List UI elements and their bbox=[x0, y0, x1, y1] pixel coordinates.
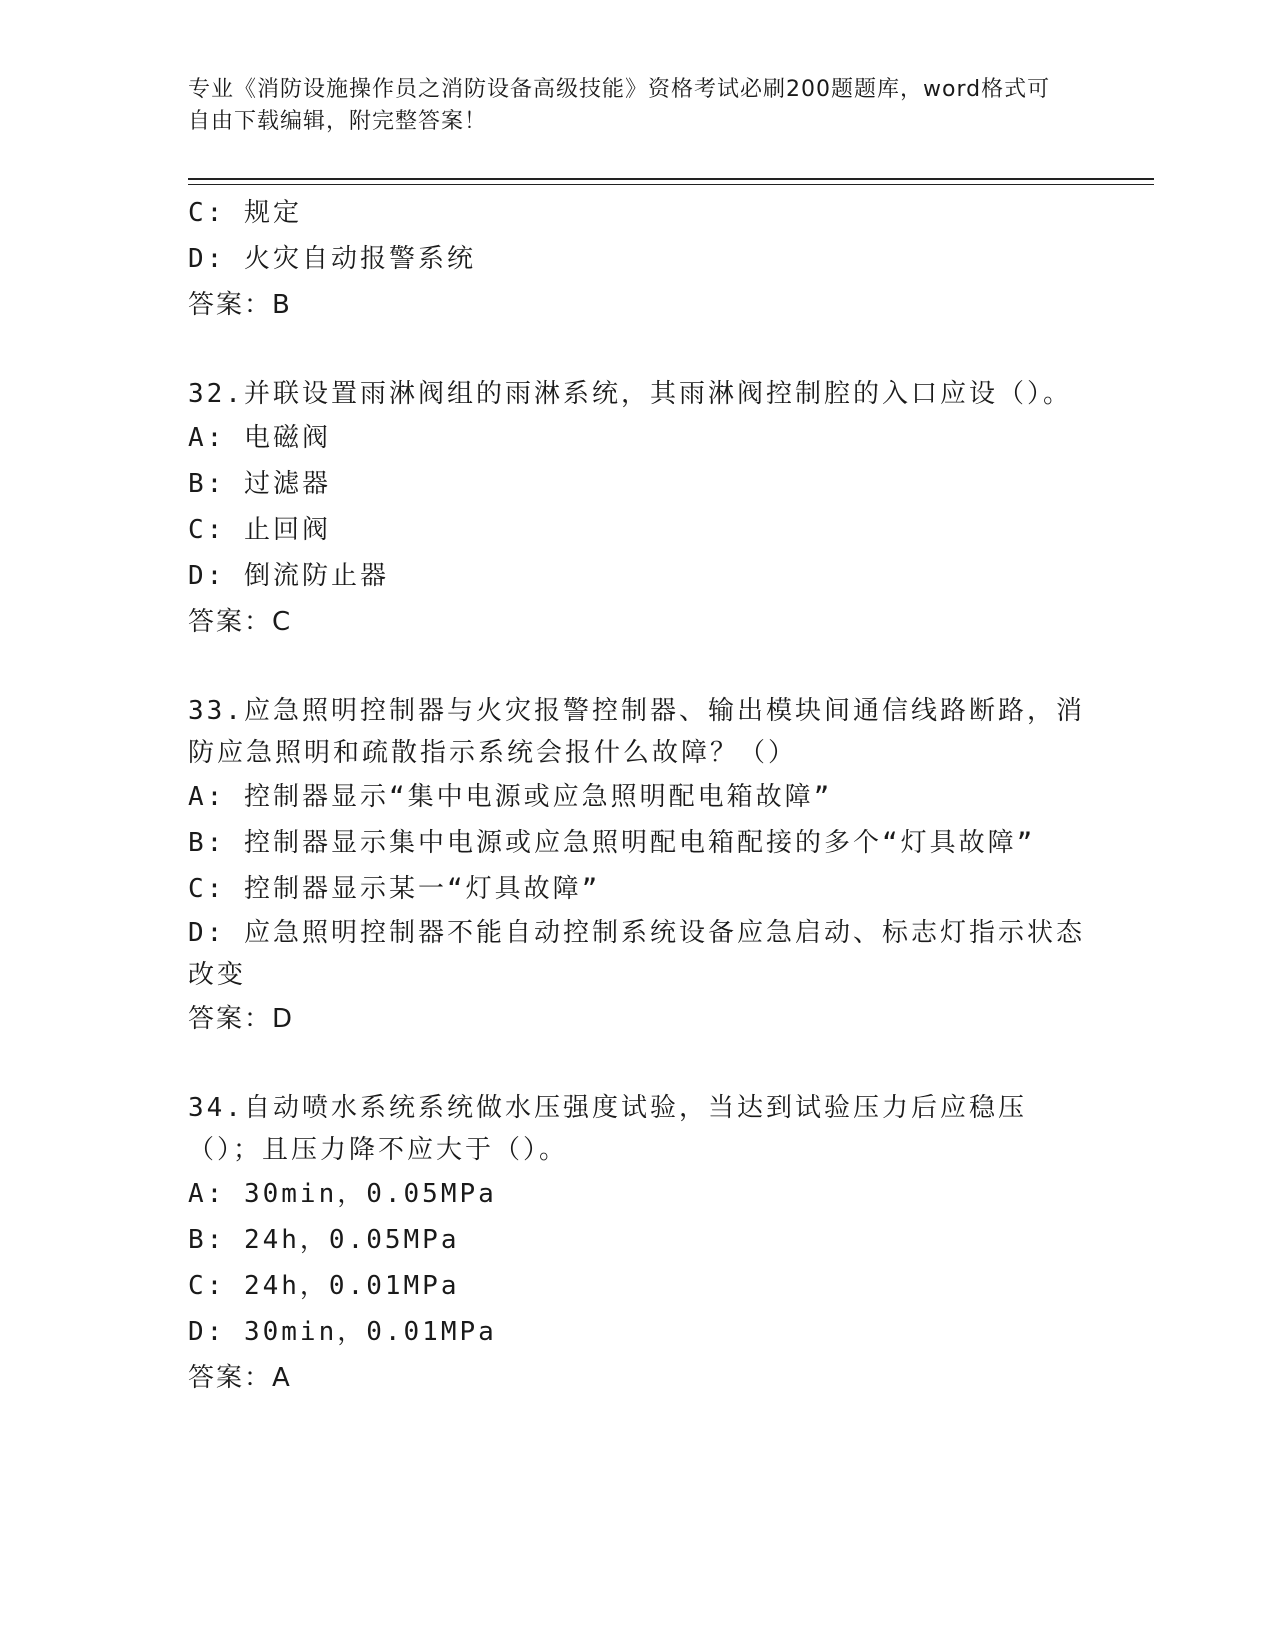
option-a: A: 电磁阀 bbox=[188, 423, 331, 453]
question-stem: 32.并联设置雨淋阀组的雨淋系统，其雨淋阀控制腔的入口应设（）。 bbox=[188, 379, 1072, 409]
answer-line: 答案：A bbox=[188, 1363, 292, 1393]
option-d: D: 火灾自动报警系统 bbox=[188, 244, 476, 274]
question-stem: 34.自动喷水系统系统做水压强度试验，当达到试验压力后应稳压（）；且压力降不应大于（）。 bbox=[188, 1093, 1027, 1165]
option-d: D: 应急照明控制器不能自动控制系统设备应急启动、标志灯指示状态改变 bbox=[188, 918, 1085, 990]
question-block-prev bbox=[188, 190, 1088, 328]
option-b: B: 24h，0.05MPa bbox=[188, 1225, 460, 1255]
answer-line: 答案：B bbox=[188, 290, 292, 320]
option-a: A: 控制器显示“集中电源或应急照明配电箱故障” bbox=[188, 782, 833, 812]
question-block-34 bbox=[188, 1087, 1088, 1401]
header-divider-thin bbox=[188, 184, 1154, 185]
option-c: C: 24h，0.01MPa bbox=[188, 1271, 460, 1301]
question-block-33 bbox=[188, 690, 1088, 1042]
option-c: C: 控制器显示某一“灯具故障” bbox=[188, 874, 601, 904]
answer-line: 答案：D bbox=[188, 1004, 295, 1034]
option-d: D: 30min，0.01MPa bbox=[188, 1317, 497, 1347]
option-d: D: 倒流防止器 bbox=[188, 561, 389, 591]
answer-line: 答案：C bbox=[188, 607, 293, 637]
header-divider-thick bbox=[188, 178, 1154, 180]
option-a: A: 30min，0.05MPa bbox=[188, 1179, 497, 1209]
document-header: 专业《消防设施操作员之消防设备高级技能》资格考试必刷200题题库，word格式可自由下载编辑，附完整答案！ bbox=[188, 77, 1051, 134]
question-block-32 bbox=[188, 373, 1088, 645]
question-list bbox=[188, 190, 1088, 1401]
option-c: C: 止回阀 bbox=[188, 515, 331, 545]
option-b: B: 控制器显示集中电源或应急照明配电箱配接的多个“灯具故障” bbox=[188, 828, 1036, 858]
option-b: B: 过滤器 bbox=[188, 469, 331, 499]
option-c: C: 规定 bbox=[188, 198, 302, 228]
question-stem: 33.应急照明控制器与火灾报警控制器、输出模块间通信线路断路，消防应急照明和疏散指示系统会报什么故障？（） bbox=[188, 696, 1085, 768]
